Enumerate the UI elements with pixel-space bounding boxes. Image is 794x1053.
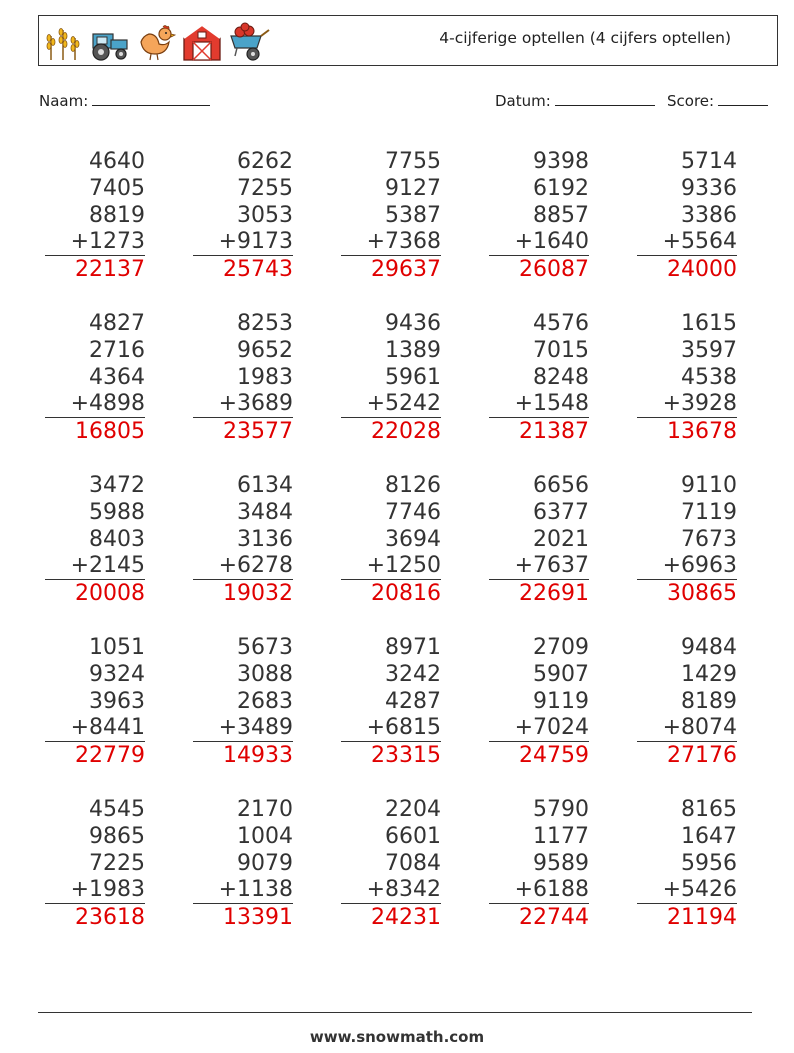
addend-4: +5242 [341,391,441,418]
addend-2: 7119 [681,500,737,525]
addition-problem [341,310,441,446]
addend-2: 7015 [533,338,589,363]
addend-1: 2709 [533,635,589,660]
header-icons [43,22,271,62]
addend-4: +1273 [45,229,145,256]
addend-1: 5790 [533,797,589,822]
addend-3: 2021 [533,527,589,552]
answer: 16805 [75,419,145,444]
answer: 13391 [223,905,293,930]
score-field [667,92,768,110]
addition-problem [341,472,441,608]
addend-3: 4538 [681,365,737,390]
addend-3: 1983 [237,365,293,390]
addend-2: 9324 [89,662,145,687]
addend-3: 7225 [89,851,145,876]
addition-problem [193,310,293,446]
addend-4: +3489 [193,715,293,742]
answer: 22691 [519,581,589,606]
addend-3: 3963 [89,689,145,714]
addend-4: +7368 [341,229,441,256]
addend-2: 9336 [681,176,737,201]
answer: 24231 [371,905,441,930]
addend-4: +5564 [637,229,737,256]
addend-2: 9127 [385,176,441,201]
addend-1: 9398 [533,149,589,174]
addend-3: 2683 [237,689,293,714]
addend-2: 9652 [237,338,293,363]
date-line[interactable] [555,92,655,106]
addend-4: +3689 [193,391,293,418]
addend-3: 4364 [89,365,145,390]
addition-problem [45,796,145,932]
addend-3: 8857 [533,203,589,228]
addend-4: +8441 [45,715,145,742]
addend-2: 7746 [385,500,441,525]
addend-1: 5673 [237,635,293,660]
addend-1: 5714 [681,149,737,174]
name-label: Naam: [39,92,89,110]
addend-2: 2716 [89,338,145,363]
answer: 21387 [519,419,589,444]
addend-3: 8403 [89,527,145,552]
addend-3: 8248 [533,365,589,390]
addend-2: 9865 [89,824,145,849]
addition-problem [637,472,737,608]
chicken-icon [135,22,177,62]
addend-1: 6134 [237,473,293,498]
addition-problem [193,148,293,284]
addition-problem [341,796,441,932]
addend-3: 3053 [237,203,293,228]
addition-problem [45,310,145,446]
addition-problem [45,634,145,770]
addend-4: +6188 [489,877,589,904]
answer: 22744 [519,905,589,930]
addend-1: 9436 [385,311,441,336]
addend-4: +7024 [489,715,589,742]
addend-1: 8126 [385,473,441,498]
addend-1: 8971 [385,635,441,660]
date-field [495,92,655,110]
addend-1: 4827 [89,311,145,336]
addition-problem [45,472,145,608]
answer: 20816 [371,581,441,606]
addend-4: +1548 [489,391,589,418]
addend-4: +6815 [341,715,441,742]
addend-1: 4576 [533,311,589,336]
addend-1: 9484 [681,635,737,660]
addend-3: 4287 [385,689,441,714]
addend-4: +8342 [341,877,441,904]
answer: 24000 [667,257,737,282]
addend-2: 3242 [385,662,441,687]
addend-1: 7755 [385,149,441,174]
addend-1: 6656 [533,473,589,498]
addend-4: +1983 [45,877,145,904]
addend-4: +3928 [637,391,737,418]
addend-1: 8165 [681,797,737,822]
addend-1: 9110 [681,473,737,498]
addition-problem [637,634,737,770]
addend-2: 1004 [237,824,293,849]
answer: 24759 [519,743,589,768]
addition-problem [489,796,589,932]
addend-1: 1615 [681,311,737,336]
score-line[interactable] [718,92,768,106]
addend-2: 6377 [533,500,589,525]
answer: 22137 [75,257,145,282]
addition-problem [45,148,145,284]
addend-1: 1051 [89,635,145,660]
addend-4: +6963 [637,553,737,580]
addend-4: +4898 [45,391,145,418]
addend-3: 3386 [681,203,737,228]
addend-2: 1177 [533,824,589,849]
addend-4: +7637 [489,553,589,580]
addend-1: 2170 [237,797,293,822]
answer: 30865 [667,581,737,606]
addend-3: 5387 [385,203,441,228]
answer: 25743 [223,257,293,282]
addition-problem [489,634,589,770]
footer-rule [38,1012,752,1013]
addend-3: 5956 [681,851,737,876]
addition-problem [193,796,293,932]
addend-3: 8189 [681,689,737,714]
addend-1: 8253 [237,311,293,336]
addend-4: +9173 [193,229,293,256]
addition-problem [341,148,441,284]
addend-2: 3484 [237,500,293,525]
addend-3: 3136 [237,527,293,552]
answer: 27176 [667,743,737,768]
addend-1: 3472 [89,473,145,498]
addend-4: +1138 [193,877,293,904]
addend-2: 5907 [533,662,589,687]
addend-3: 3694 [385,527,441,552]
addition-problem [637,148,737,284]
answer: 26087 [519,257,589,282]
addend-1: 4640 [89,149,145,174]
addend-4: +5426 [637,877,737,904]
addend-2: 3597 [681,338,737,363]
addition-problem [193,634,293,770]
addend-4: +6278 [193,553,293,580]
name-field [39,92,210,110]
addend-2: 6192 [533,176,589,201]
addend-1: 2204 [385,797,441,822]
answer: 23315 [371,743,441,768]
addend-1: 6262 [237,149,293,174]
addend-2: 6601 [385,824,441,849]
addend-2: 1389 [385,338,441,363]
addend-2: 1429 [681,662,737,687]
answer: 19032 [223,581,293,606]
addition-problem [489,310,589,446]
wheelbarrow-icon [227,22,271,62]
addend-3: 7084 [385,851,441,876]
addend-2: 7405 [89,176,145,201]
answer: 22028 [371,419,441,444]
worksheet-title: 4-cijferige optellen (4 cijfers optellen) [439,29,731,47]
addition-problem [489,148,589,284]
footer-website: www.snowmath.com [309,1028,485,1046]
addition-problem [489,472,589,608]
addend-3: 9079 [237,851,293,876]
addition-problem [637,796,737,932]
answer: 23577 [223,419,293,444]
name-line[interactable] [92,92,210,106]
header-box [38,15,778,66]
score-label: Score: [667,92,715,110]
addend-4: +2145 [45,553,145,580]
answer: 20008 [75,581,145,606]
answer: 22779 [75,743,145,768]
addend-2: 3088 [237,662,293,687]
addend-3: 7673 [681,527,737,552]
addend-3: 8819 [89,203,145,228]
addend-4: +1640 [489,229,589,256]
answer: 23618 [75,905,145,930]
addend-3: 9589 [533,851,589,876]
date-label: Datum: [495,92,551,110]
barn-icon [181,22,223,62]
addend-2: 7255 [237,176,293,201]
addend-1: 4545 [89,797,145,822]
answer: 21194 [667,905,737,930]
addend-2: 1647 [681,824,737,849]
answer: 29637 [371,257,441,282]
addition-problem [637,310,737,446]
addend-3: 5961 [385,365,441,390]
addition-problem [341,634,441,770]
wheat-icon [43,22,83,62]
addend-3: 9119 [533,689,589,714]
answer: 13678 [667,419,737,444]
addition-problem [193,472,293,608]
addend-4: +1250 [341,553,441,580]
addend-2: 5988 [89,500,145,525]
addend-4: +8074 [637,715,737,742]
answer: 14933 [223,743,293,768]
tractor-icon [87,22,131,62]
